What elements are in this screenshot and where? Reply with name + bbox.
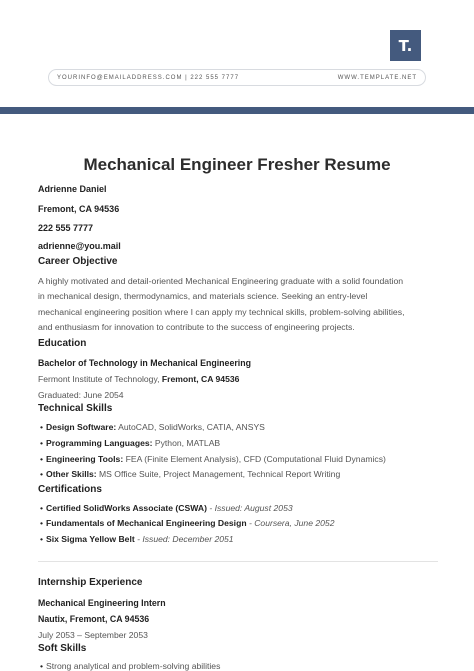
skill-value: AutoCAD, SolidWorks, CATIA, ANSYS [116, 422, 265, 432]
graduation-date: Graduated: June 2054 [38, 390, 124, 400]
soft-skill-text: Strong analytical and problem-solving abilities [46, 661, 221, 671]
bullet-icon: • [40, 503, 44, 513]
certification-detail: - Issued: December 2051 [134, 534, 234, 544]
career-line: in mechanical design, thermodynamics, and materials science. Seeking an entry-level [38, 291, 368, 302]
certification-name: Fundamentals of Mechanical Engineering Design [46, 518, 247, 528]
soft-skills-heading: Soft Skills [38, 643, 87, 654]
certifications-heading: Certifications [38, 484, 102, 495]
skill-label: Other Skills: [46, 469, 97, 479]
career-objective-heading: Career Objective [38, 256, 118, 267]
bullet-icon: • [40, 469, 44, 479]
applicant-name: Adrienne Daniel [38, 184, 107, 194]
skill-label: Programming Languages: [46, 438, 153, 448]
bullet-icon: • [40, 422, 44, 432]
education-heading: Education [38, 338, 87, 349]
certification-detail: - Coursera, June 2052 [246, 518, 335, 528]
career-line: mechanical engineering position where I can apply my technical skills, problem-solving abilities, [38, 306, 405, 317]
header-rule [0, 107, 474, 114]
institute-location: Fremont, CA 94536 [161, 374, 240, 384]
skill-item [40, 422, 265, 432]
internship-dates: July 2053 – September 2053 [38, 630, 148, 640]
career-line: and enthusiasm for innovation to contribute to the success of engineering projects. [38, 321, 355, 332]
contact-website: WWW.TEMPLATE.NET [337, 75, 417, 81]
degree: Bachelor of Technology in Mechanical Engineering [38, 358, 251, 368]
template-logo: T. [390, 30, 421, 61]
certification-item [40, 503, 293, 513]
skill-item [40, 469, 340, 479]
soft-skill-item [40, 661, 220, 671]
certification-item [40, 518, 334, 528]
bullet-icon: • [40, 534, 44, 544]
certification-item [40, 534, 234, 544]
contact-bar [48, 69, 426, 86]
bullet-icon: • [40, 438, 44, 448]
institute-name: Fermont Institute of Technology, [38, 374, 162, 384]
skill-label: Design Software: [46, 422, 117, 432]
skill-value: MS Office Suite, Project Management, Technical Report Writing [96, 469, 341, 479]
skill-item [40, 438, 220, 448]
skill-item [40, 454, 386, 464]
applicant-location: Fremont, CA 94536 [38, 204, 120, 214]
skill-value: Python, MATLAB [152, 438, 221, 448]
page-title: Mechanical Engineer Fresher Resume [83, 155, 391, 174]
bullet-icon: • [40, 518, 44, 528]
internship-heading: Internship Experience [38, 577, 143, 588]
career-objective-text [38, 274, 438, 335]
certification-name: Certified SolidWorks Associate (CSWA) [46, 503, 207, 513]
certification-detail: - Issued: August 2053 [206, 503, 293, 513]
career-line: A highly motivated and detail-oriented Mechanical Engineering graduate with a solid foundation [38, 276, 404, 286]
applicant-email: adrienne@you.mail [38, 241, 121, 251]
technical-skills-heading: Technical Skills [38, 403, 113, 414]
bullet-icon: • [40, 661, 44, 671]
contact-email-phone: YOURINFO@EMAILADDRESS.COM | 222 555 7777 [57, 75, 240, 81]
internship-company: Nautix, Fremont, CA 94536 [38, 614, 150, 624]
applicant-phone: 222 555 7777 [38, 223, 94, 233]
bullet-icon: • [40, 454, 44, 464]
skill-label: Engineering Tools: [46, 454, 124, 464]
certification-name: Six Sigma Yellow Belt [46, 534, 135, 544]
institute [38, 374, 239, 384]
skill-value: FEA (Finite Element Analysis), CFD (Computational Fluid Dynamics) [123, 454, 386, 464]
internship-role: Mechanical Engineering Intern [38, 598, 166, 608]
section-divider [38, 561, 438, 562]
